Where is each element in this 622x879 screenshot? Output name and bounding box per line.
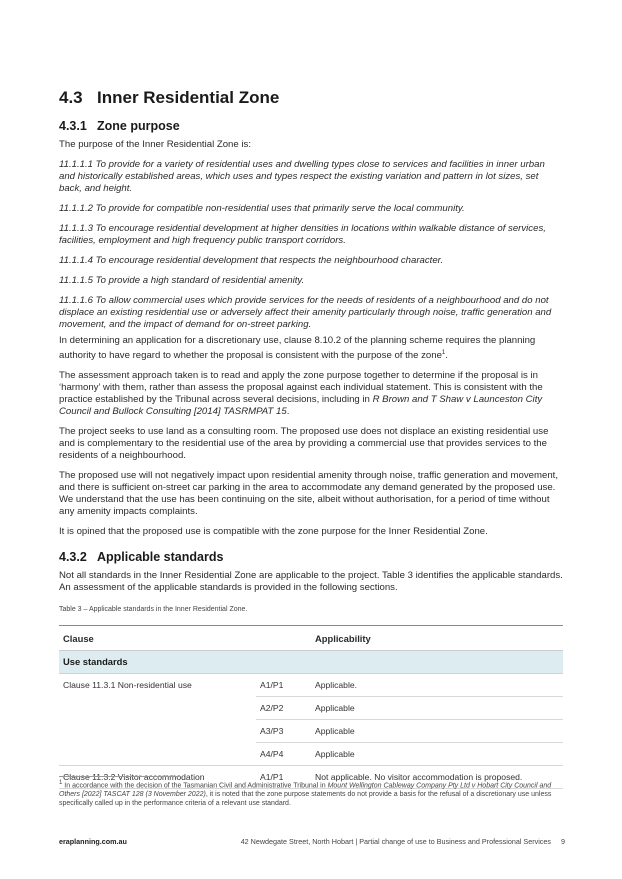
footer-brand-link[interactable]: eraplanning.com.au bbox=[59, 837, 127, 846]
subsection-heading-applicable-standards bbox=[59, 551, 563, 563]
cell-applicability: Applicable. bbox=[311, 674, 563, 697]
subsection-heading-zone-purpose bbox=[59, 120, 563, 132]
table-group-row bbox=[59, 651, 563, 674]
cell-code: A1/P1 bbox=[256, 674, 311, 697]
paragraph-text: In determining an application for a discretionary use, clause 8.10.2 of the planning scheme requires the planning authority to have regard to whether the proposal is consistent with the purpose of the zone bbox=[59, 335, 536, 362]
footer-info bbox=[241, 837, 565, 846]
case-citation: R Brown and T Shaw v Launceston City Council and Bullock Consulting [2014] TASRMPAT 15 bbox=[59, 394, 543, 418]
intro-text: The purpose of the Inner Residential Zone is: bbox=[59, 139, 251, 150]
cell-clause bbox=[59, 743, 256, 766]
paragraph-project: The project seeks to use land as a consulting room. The proposed use does not displace an existing residential use and is complementary to the residential use of the area by providing a commercial use that provides services to the residents of a neighbourhood. bbox=[59, 426, 549, 462]
cell-applicability: Applicable bbox=[311, 720, 563, 743]
footnote bbox=[59, 779, 559, 808]
footnote-text: , it is noted that the zone purpose statements do not provide a basis for the refusal of a discretionary use unless specifically called up in the performance criteria of a relevant use standard. bbox=[59, 791, 552, 808]
cell-code: A4/P4 bbox=[256, 743, 311, 766]
page-number: 9 bbox=[561, 837, 565, 846]
paragraph-text: The assessment approach taken is to read and apply the zone purpose together to determine if the proposal is in ‘harmony’ with them, rather than assess the proposal against each individual statement. This is consistent with the practice established by the Tribunal across several decisions, including in bbox=[59, 370, 543, 406]
paragraph-assessment bbox=[59, 370, 563, 418]
table-row bbox=[59, 674, 563, 697]
standards-table bbox=[59, 625, 563, 789]
group-label: Use standards bbox=[59, 651, 563, 674]
table-row bbox=[59, 743, 563, 766]
footer-project: 42 Newdegate Street, North Hobart | Partial change of use to Business and Professional Services bbox=[240, 837, 551, 846]
zone-purpose-section bbox=[59, 120, 563, 546]
table-caption: Table 3 – Applicable standards in the Inner Residential Zone. bbox=[59, 606, 248, 613]
applicable-standards-section bbox=[59, 551, 563, 789]
paragraph-discretionary: In determining an application for a discretionary use, clause 8.10.2 of the planning scheme requires the planning authority to have regard to whether the proposal is consistent with the purpose of the zone$^1$. bbox=[59, 335, 536, 362]
footnote-number: 1 bbox=[59, 780, 63, 786]
subsection-number: 4.3.1 bbox=[59, 119, 87, 133]
header-applicability: Applicability bbox=[311, 626, 563, 651]
purpose-item: 11.1.1.1 To provide for a variety of residential uses and dwelling types close to services and facilities in inner urban and historically established areas, which uses and types respect the existing variation and pattern in lot sizes, set back, and height. bbox=[59, 159, 545, 194]
paragraph-text: . bbox=[286, 406, 290, 418]
subsection-number: 4.3.2 bbox=[59, 550, 87, 564]
table-header-row bbox=[59, 626, 563, 651]
subsection-title: Zone purpose bbox=[97, 119, 180, 133]
standards-paragraph: Not all standards in the Inner Residential Zone are applicable to the project. Table 3 identifies the applicable standards. An assessment of the applicable standards is provided in the following sections. bbox=[59, 570, 563, 593]
purpose-item: 11.1.1.6 To allow commercial uses which provide services for the needs of residents of a neighbourhood and do not displace an existing residential use or adversely affect their amenity particularly through noise, traffic generation and movement, and the impact of demand for on-street parking. bbox=[59, 295, 552, 330]
cell-applicability: Not applicable. No visitor accommodation is proposed. bbox=[311, 766, 563, 789]
purpose-item: 11.1.1.5 To provide a high standard of residential amenity. bbox=[59, 275, 305, 286]
subsection-title: Applicable standards bbox=[97, 550, 224, 564]
purpose-item: 11.1.1.4 To encourage residential development that respects the neighbourhood character. bbox=[59, 255, 444, 266]
table-row bbox=[59, 697, 563, 720]
cell-applicability: Applicable bbox=[311, 697, 563, 720]
section-title: Inner Residential Zone bbox=[97, 88, 280, 107]
paragraph-conclusion: It is opined that the proposed use is compatible with the zone purpose for the Inner Residential Zone. bbox=[59, 526, 488, 538]
section-heading bbox=[59, 88, 279, 108]
cell-clause: Clause 11.3.2 Visitor accommodation bbox=[59, 766, 256, 789]
table-row bbox=[59, 720, 563, 743]
cell-clause bbox=[59, 720, 256, 743]
cell-clause bbox=[59, 697, 256, 720]
cell-clause: Clause 11.3.1 Non-residential use bbox=[63, 680, 192, 690]
purpose-item: 11.1.1.2 To provide for compatible non-residential uses that primarily serve the local community. bbox=[59, 203, 465, 214]
cell-code: A1/P1 bbox=[256, 766, 311, 789]
footnote-divider bbox=[59, 776, 179, 777]
paragraph-amenity: The proposed use will not negatively impact upon residential amenity through noise, traffic generation and movement, and there is sufficient on-street car parking in the area to accommodate any demand generated by the proposed use. We understand that the use has been continuing on the site, albeit without authorisation, for a period of time without any amenity impacts complaints. bbox=[59, 470, 558, 518]
cell-applicability: Applicable bbox=[311, 743, 563, 766]
section-number: 4.3 bbox=[59, 88, 83, 107]
footnote-citation: Mount Wellington Cableway Company Pty Ltd v Hobart City Council and Others [2022] TASCAT 128 (3 November 2022) bbox=[59, 782, 552, 799]
header-code bbox=[256, 626, 311, 651]
header-clause: Clause bbox=[59, 626, 256, 651]
footnote-text: In accordance with the decision of the Tasmanian Civil and Administrative Tribunal in bbox=[62, 782, 328, 790]
footnote-ref[interactable]: 1 bbox=[441, 350, 446, 356]
cell-code: A3/P3 bbox=[256, 720, 311, 743]
purpose-item: 11.1.1.3 To encourage residential development at higher densities in locations within walkable distance of services, facilities, employment and high frequency public transport corridors. bbox=[59, 223, 546, 246]
cell-code: A2/P2 bbox=[256, 697, 311, 720]
